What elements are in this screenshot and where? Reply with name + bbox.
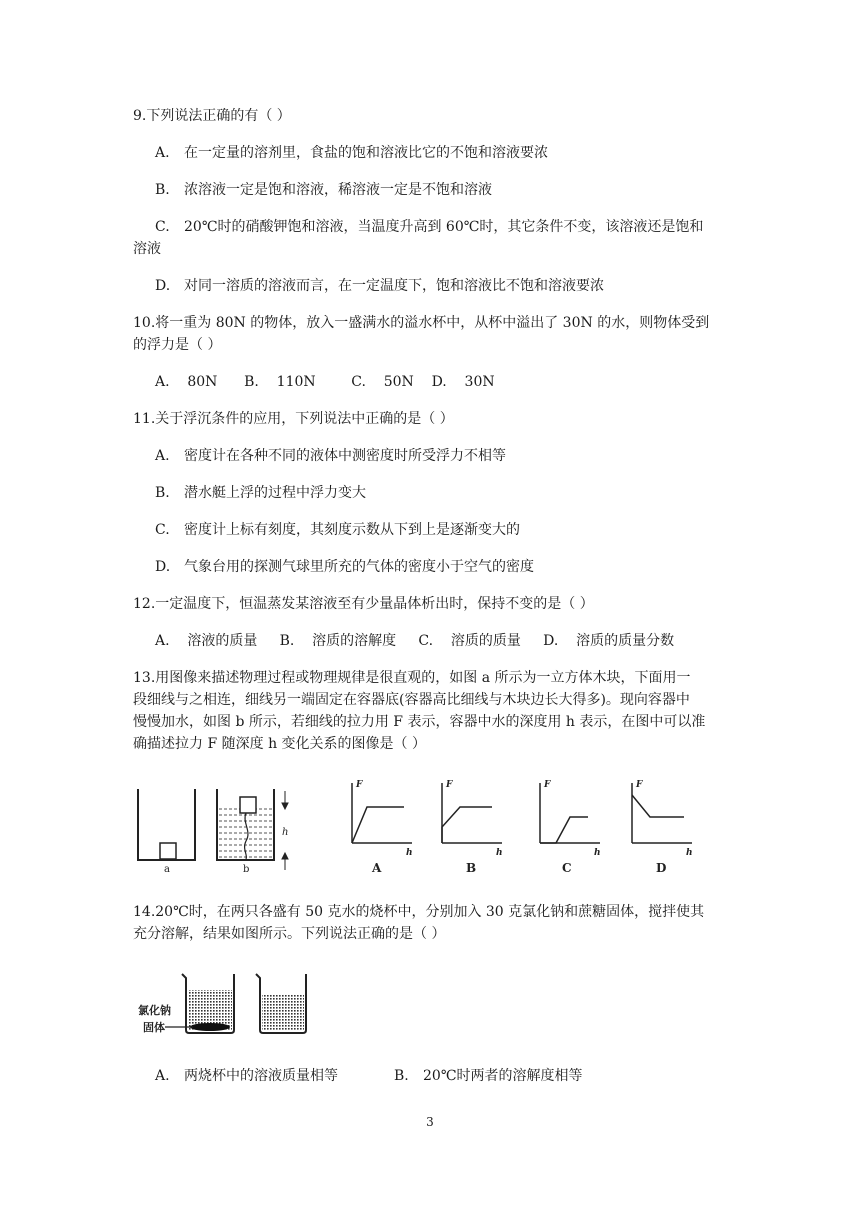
graph-a-label: A [372, 861, 382, 875]
option-letter: B. [155, 485, 170, 501]
question-9-option-b [155, 180, 492, 200]
graph-d-x-axis: h [686, 848, 693, 858]
option-letter: D. [155, 278, 171, 294]
option-letter: A. [155, 145, 170, 161]
string [245, 813, 248, 859]
label-a: a [164, 864, 170, 875]
question-13-figure [130, 775, 710, 875]
option-letter: B. [155, 182, 170, 198]
graph-b-y-axis: F [446, 780, 453, 790]
question-14-figure [135, 968, 315, 1043]
option-text: 两烧杯中的溶液质量相等 [184, 1068, 338, 1084]
sodium-chloride-label-line-2: 固体 [143, 1021, 165, 1034]
graph-c-label: C [562, 861, 572, 875]
option-text: 对同一溶质的溶液而言，在一定温度下，饱和溶液比不饱和溶液要浓 [184, 278, 604, 294]
option-text: 密度计在各种不同的液体中测密度时所受浮力不相等 [184, 448, 506, 464]
question-9-option-d [155, 276, 604, 296]
option-letter: B. [394, 1068, 409, 1084]
graph-d [632, 783, 692, 843]
graph-c [540, 783, 600, 843]
wood-block-b [240, 797, 256, 813]
question-13-stem-line-3: 慢慢加水，如图 b 所示，若细线的拉力用 F 表示，容器中水的深度用 h 表示，在图中可以准 [133, 714, 706, 730]
question-11-option-c [155, 520, 520, 540]
question-9-stem: 9.下列说法正确的有（ ） [133, 108, 291, 124]
label-b: b [243, 864, 250, 875]
question-9-option-c-continuation: 溶液 [133, 241, 161, 257]
option-text: 20℃时两者的溶解度相等 [423, 1068, 583, 1084]
graph-d-label: D [656, 861, 667, 875]
question-11-option-a [155, 446, 506, 466]
question-9-option-c [155, 217, 703, 237]
question-11-option-b [155, 483, 366, 503]
graph-b [442, 783, 502, 843]
graph-b-x-axis: h [496, 848, 503, 858]
graph-a-y-axis: F [356, 780, 363, 790]
question-13-stem-line-1: 13.用图像来描述物理过程或物理规律是很直观的，如图 a 所示为一立方体木块，下面用一 [133, 670, 691, 686]
graph-c-x-axis: h [594, 848, 601, 858]
question-12-options: A. 溶液的质量 B. 溶质的溶解度 C. 溶质的质量 D. 溶质的质量分数 [155, 633, 675, 649]
option-letter: A. [155, 1068, 170, 1084]
option-letter: C. [155, 219, 170, 235]
question-10-options: A. 80N B. 110N C. 50N D. 30N [155, 374, 495, 390]
option-text: 密度计上标有刻度，其刻度示数从下到上是逐渐变大的 [184, 522, 520, 538]
graph-d-y-axis: F [636, 780, 643, 790]
question-12-stem: 12.一定温度下，恒温蒸发某溶液至有少量晶体析出时，保持不变的是（ ） [133, 596, 594, 612]
question-10-stem-line-1: 10.将一重为 80N 的物体，放入一盛满水的溢水杯中，从杯中溢出了 30N 的水，则物体受到 [133, 315, 710, 331]
graph-b-label: B [466, 861, 477, 875]
graph-c-y-axis: F [544, 780, 551, 790]
option-letter: A. [155, 448, 170, 464]
question-11-option-d [155, 557, 534, 577]
question-11-stem: 11.关于浮沉条件的应用，下列说法中正确的是（ ） [133, 411, 454, 427]
beaker-2-solution [262, 994, 304, 1030]
label-h: h [282, 827, 289, 838]
option-letter: C. [155, 522, 170, 538]
graph-a-x-axis: h [406, 848, 413, 858]
option-letter: D. [155, 559, 171, 575]
question-14-options [155, 1066, 582, 1086]
question-13-stem-line-4: 确描述拉力 F 随深度 h 变化关系的图像是（ ） [133, 736, 426, 752]
option-text: 浓溶液一定是饱和溶液，稀溶液一定是不饱和溶液 [184, 182, 492, 198]
wood-block-a [160, 843, 176, 859]
question-10-stem-line-2: 的浮力是（ ） [133, 337, 222, 353]
option-text: 20℃时的硝酸钾饱和溶液，当温度升高到 60℃时，其它条件不变，该溶液还是饱和 [184, 219, 704, 235]
page-number: 3 [426, 1115, 434, 1129]
option-text: 气象台用的探测气球里所充的气体的密度小于空气的密度 [184, 559, 534, 575]
question-14-stem-line-2: 充分溶解，结果如图所示。下列说法正确的是（ ） [133, 926, 446, 942]
graph-a [352, 783, 412, 843]
question-9-option-a [155, 143, 548, 163]
option-text: 在一定量的溶剂里，食盐的饱和溶液比它的不饱和溶液要浓 [184, 145, 548, 161]
container-a [138, 789, 195, 860]
question-13-stem-line-2: 段细线与之相连，细线另一端固定在容器底(容器高比细线与木块边长大得多)。现向容器中 [133, 692, 690, 708]
sodium-chloride-solid [190, 1023, 230, 1031]
option-text: 潜水艇上浮的过程中浮力变大 [184, 485, 366, 501]
sodium-chloride-label-line-1: 氯化钠 [138, 1004, 171, 1017]
question-14-stem-line-1: 14.20℃时，在两只各盛有 50 克水的烧杯中，分别加入 30 克氯化钠和蔗糖固体，搅拌使其 [133, 904, 705, 920]
